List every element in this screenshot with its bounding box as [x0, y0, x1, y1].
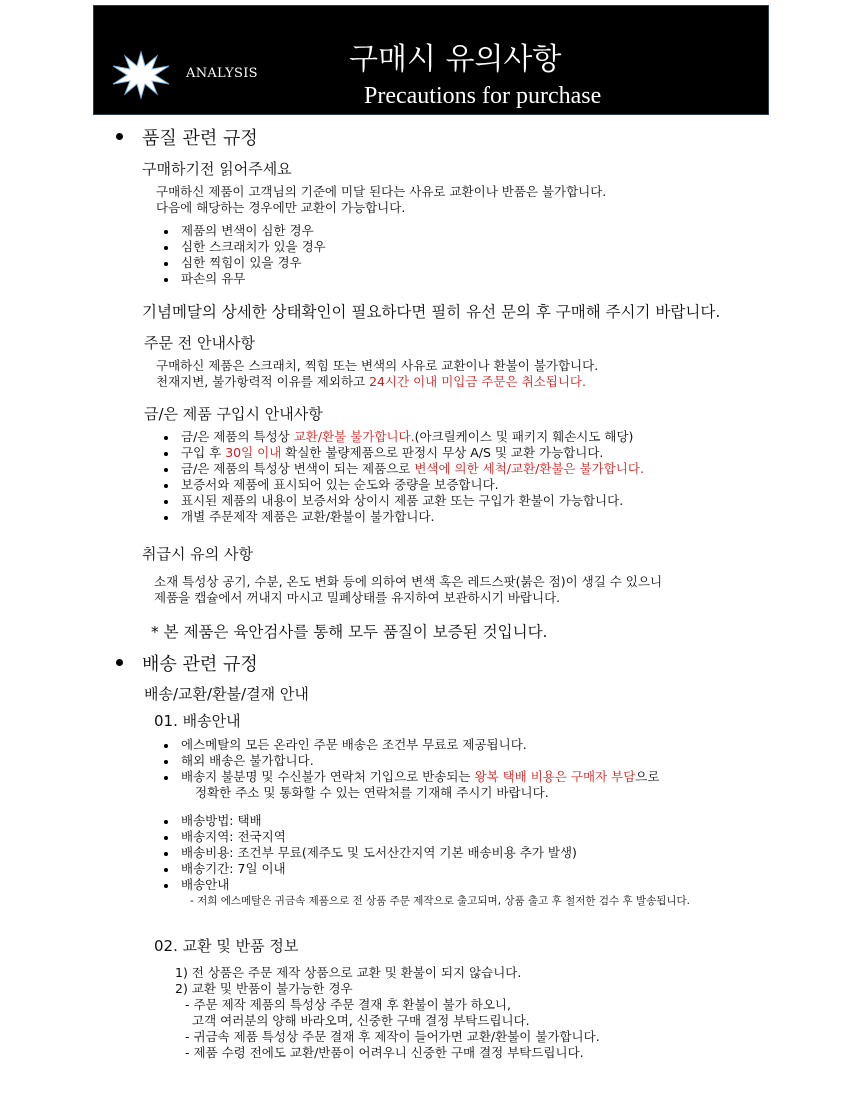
delivery-heading: 배송 관련 규정	[142, 654, 258, 675]
handling-title: 취급시 유의 사항	[142, 545, 253, 563]
exchange-title: 02. 교환 및 반품 정보	[154, 937, 299, 955]
list-item: 구입 후 30일 이내 확실한 불량제품으로 판정시 무상 A/S 및 교환 가능합니다.	[181, 445, 604, 460]
section-bullet	[116, 133, 123, 140]
pre-order-title: 주문 전 안내사항	[144, 334, 255, 352]
list-bullet	[164, 246, 168, 250]
page-subtitle: Precautions for purchase	[364, 83, 602, 109]
list-bullet	[164, 776, 168, 780]
list-bullet	[164, 468, 168, 472]
list-item: 표시된 제품의 내용이 보증서와 상이시 제품 교환 또는 구입가 환불이 가능합니다.	[181, 493, 624, 508]
guarantee-note: * 본 제품은 육안검사를 통해 모두 품질이 보증된 것입니다.	[151, 623, 548, 641]
list-item: 배송지 불분명 및 수신불가 연락처 기입으로 반송되는 왕복 택배 비용은 구매자 부담으로	[181, 769, 660, 784]
list-bullet	[164, 868, 168, 872]
list-bullet	[164, 262, 168, 266]
list-item: 제품의 변색이 심한 경우	[181, 223, 314, 238]
handling-line1: 소재 특성상 공기, 수분, 온도 변화 등에 의하여 변색 혹은 레드스팟(붉은 점)이 생길 수 있으니	[154, 574, 663, 589]
read-first-line2: 다음에 해당하는 경우에만 교환이 가능합니다.	[156, 200, 406, 215]
list-bullet	[164, 484, 168, 488]
exchange-line: - 제품 수령 전에도 교환/반품이 어려우니 신중한 구매 결정 부탁드립니다.	[185, 1045, 584, 1060]
shipping-title: 01. 배송안내	[154, 712, 241, 730]
list-bullet	[164, 436, 168, 440]
list-item: 배송지역: 전국지역	[181, 829, 286, 844]
list-item-continuation: 정확한 주소 및 통화할 수 있는 연락처를 기재해 주시기 바랍니다.	[195, 785, 549, 800]
exchange-line: - 귀금속 제품 특성상 주문 결재 후 제작이 들어가면 교환/환불이 불가합니다.	[185, 1029, 600, 1044]
list-bullet	[164, 836, 168, 840]
list-item: 배송기간: 7일 이내	[181, 861, 286, 876]
quality-heading: 품질 관련 규정	[142, 128, 258, 149]
list-item: 에스메탈의 모든 온라인 주문 배송은 조건부 무료로 제공됩니다.	[181, 737, 527, 752]
list-item: 배송방법: 택배	[181, 813, 262, 828]
page-title: 구매시 유의사항	[349, 42, 562, 77]
list-item: 금/은 제품의 특성상 교환/환불 불가합니다.(아크릴케이스 및 패키지 훼손시도 해당)	[181, 429, 634, 444]
list-bullet	[164, 884, 168, 888]
list-bullet	[164, 852, 168, 856]
medal-notice: 기념메달의 상세한 상태확인이 필요하다면 필히 유선 문의 후 구매해 주시기 바랍니다.	[142, 303, 721, 321]
section-bullet	[116, 659, 123, 666]
list-item: 배송안내	[181, 877, 230, 892]
list-item: 심한 찍힘이 있을 경우	[181, 255, 302, 270]
header-banner	[93, 5, 769, 115]
list-bullet	[164, 230, 168, 234]
list-item: 파손의 유무	[181, 271, 246, 286]
list-item: 개별 주문제작 제품은 교환/환불이 불가합니다.	[181, 509, 435, 524]
list-bullet	[164, 820, 168, 824]
list-bullet	[164, 516, 168, 520]
list-bullet	[164, 278, 168, 282]
exchange-line: 1) 전 상품은 주문 제작 상품으로 교환 및 환불이 되지 않습니다.	[175, 965, 522, 980]
list-item: 배송비용: 조건부 무료(제주도 및 도서산간지역 기본 배송비용 추가 발생)	[181, 845, 577, 860]
starburst-icon	[111, 50, 171, 100]
exchange-line: 2) 교환 및 반품이 불가능한 경우	[175, 981, 353, 996]
list-bullet	[164, 744, 168, 748]
shipping-note: - 저희 에스메탈은 귀금속 제품으로 전 상품 주문 제작으로 출고되며, 상품 출고 후 철저한 검수 후 발송됩니다.	[190, 895, 691, 907]
pre-order-line1: 구매하신 제품은 스크래치, 찍힘 또는 변색의 사유로 교환이나 환불이 불가합니다.	[156, 358, 599, 373]
list-bullet	[164, 760, 168, 764]
gold-silver-title: 금/은 제품 구입시 안내사항	[144, 405, 323, 423]
analysis-label: ANALYSIS	[186, 66, 258, 81]
list-item: 보증서와 제품에 표시되어 있는 순도와 중량을 보증합니다.	[181, 477, 499, 492]
list-item: 해외 배송은 불가합니다.	[181, 753, 314, 768]
handling-line2: 제품을 캡슐에서 꺼내지 마시고 밀폐상태를 유지하여 보관하시기 바랍니다.	[154, 590, 561, 605]
list-item: 심한 스크래치가 있을 경우	[181, 239, 326, 254]
read-first-line1: 구매하신 제품이 고객님의 기준에 미달 된다는 사유로 교환이나 반품은 불가합니다.	[156, 184, 607, 199]
pre-order-line2: 천재지변, 불가항력적 이유를 제외하고 24시간 이내 미입금 주문은 취소됩니다.	[156, 374, 586, 389]
read-first-title: 구매하기전 읽어주세요	[142, 160, 292, 178]
exchange-line: 고객 여러분의 양해 바라오며, 신중한 구매 결정 부탁드립니다.	[192, 1013, 530, 1028]
list-item: 금/은 제품의 특성상 변색이 되는 제품으로 변색에 의한 세척/교환/환불은 불가합니다.	[181, 461, 644, 476]
list-bullet	[164, 500, 168, 504]
delivery-subheading: 배송/교환/환불/결재 안내	[144, 685, 309, 703]
list-bullet	[164, 452, 168, 456]
exchange-line: - 주문 제작 제품의 특성상 주문 결재 후 환불이 불가 하오니,	[185, 997, 511, 1012]
